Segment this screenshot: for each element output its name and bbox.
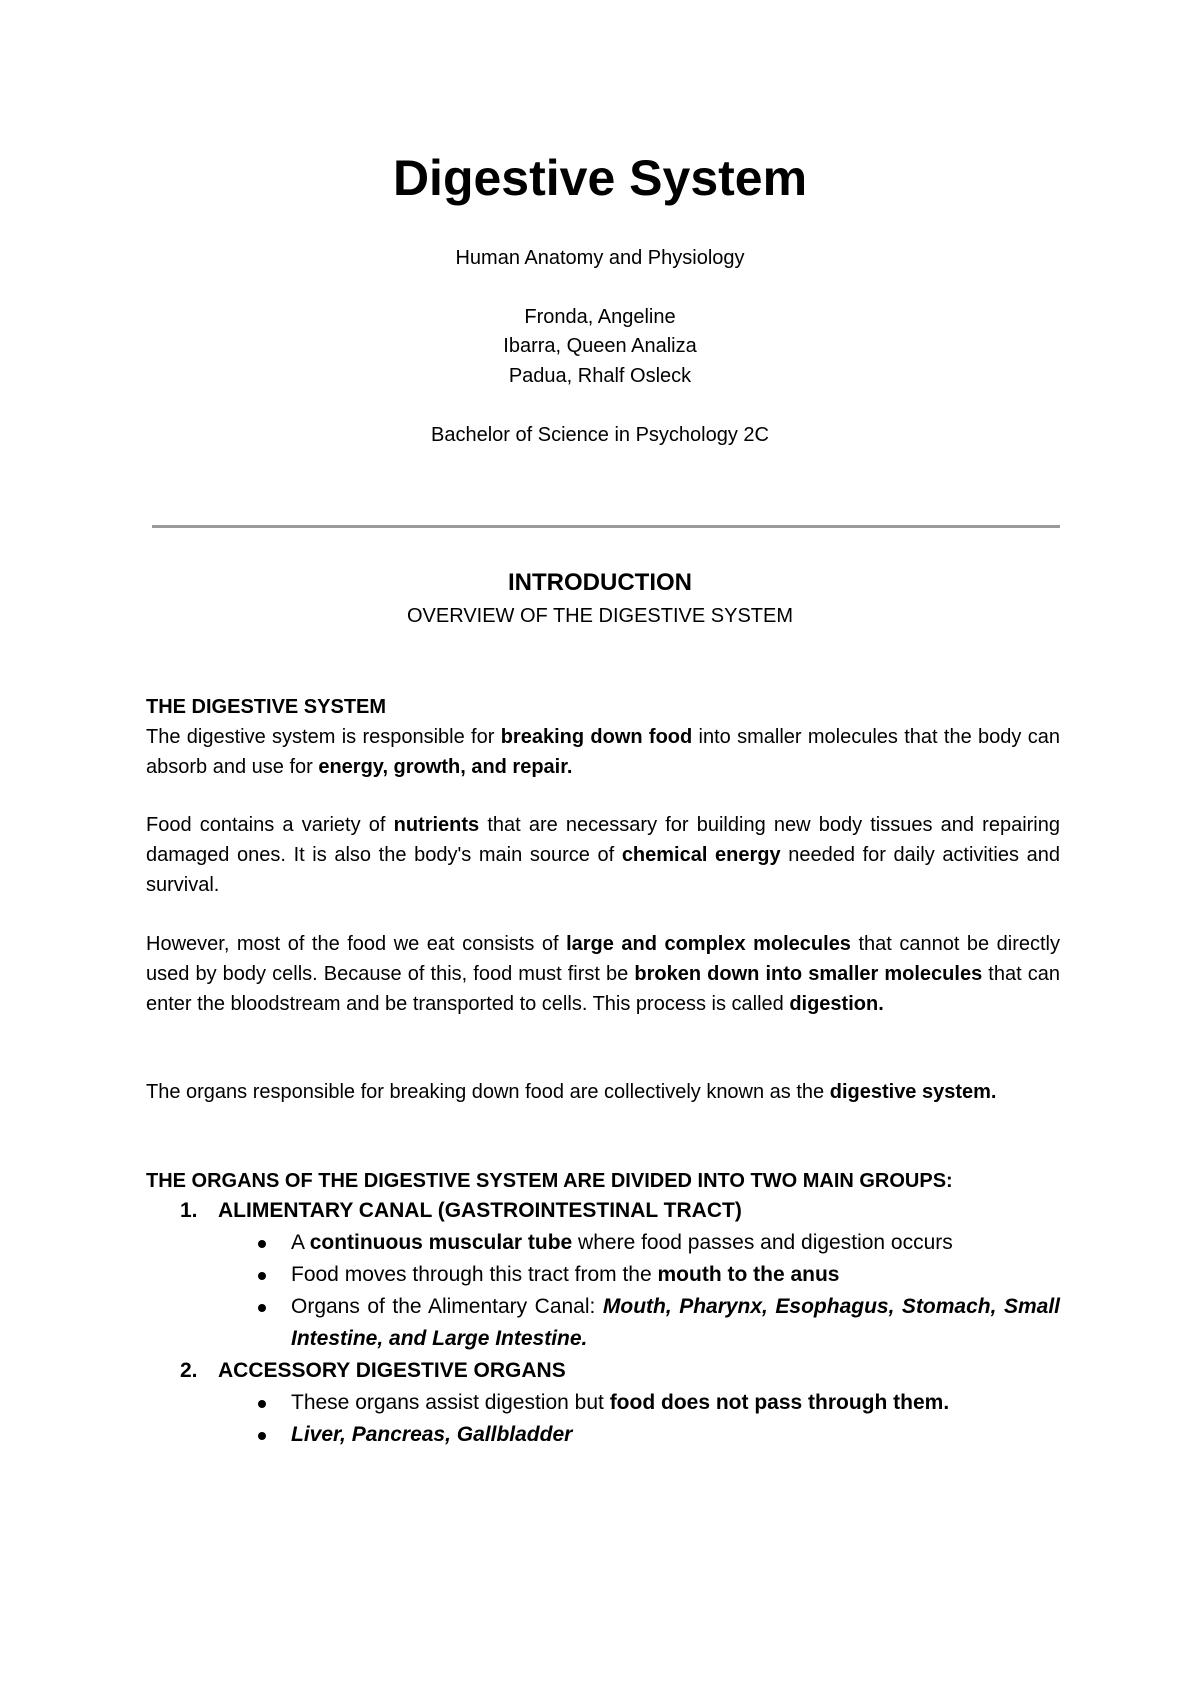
bullet-icon bbox=[258, 1304, 266, 1312]
list-number: 2. bbox=[180, 1359, 198, 1382]
course-name: Human Anatomy and Physiology bbox=[455, 247, 745, 269]
paragraph bbox=[146, 1077, 1060, 1107]
bullet-icon bbox=[258, 1272, 266, 1280]
text: that can enter the bloodstream and be transported to cells. This process is called bbox=[146, 963, 1060, 1015]
text: Food contains a variety of bbox=[146, 814, 394, 836]
text: However, most of the food we eat consists of bbox=[146, 933, 567, 955]
organ-groups-list bbox=[146, 1195, 1060, 1451]
bullet-item bbox=[146, 1419, 1060, 1451]
bullet-item bbox=[146, 1259, 1060, 1291]
intro-heading: INTRODUCTION bbox=[508, 569, 692, 596]
text: The digestive system is responsible for bbox=[146, 726, 501, 748]
list-item bbox=[146, 1195, 1060, 1227]
author-name: Ibarra, Queen Analiza bbox=[503, 335, 697, 357]
list-number: 1. bbox=[180, 1199, 198, 1222]
list-item bbox=[146, 1355, 1060, 1387]
paragraph bbox=[146, 810, 1060, 900]
bullet-item bbox=[146, 1291, 1060, 1355]
bold-text: digestion. bbox=[789, 993, 884, 1015]
document-title: Digestive System bbox=[392, 150, 808, 206]
bold-italic-text: Liver, Pancreas, Gallbladder bbox=[291, 1423, 573, 1446]
groups-heading: THE ORGANS OF THE DIGESTIVE SYSTEM ARE DIVIDED INTO TWO MAIN GROUPS: bbox=[146, 1170, 953, 1192]
bullet-icon bbox=[258, 1432, 266, 1440]
bullet-item bbox=[146, 1227, 1060, 1259]
text: where food passes and digestion occurs bbox=[572, 1231, 953, 1254]
text: that cannot be directly used by body cells. Because of this, food must first be bbox=[146, 933, 1061, 985]
text: The organs responsible for breaking down food are collectively known as the bbox=[146, 1081, 830, 1103]
bold-text: mouth to the anus bbox=[657, 1263, 840, 1286]
text: Food moves through this tract from the bbox=[291, 1263, 658, 1286]
group-title: ALIMENTARY CANAL (GASTROINTESTINAL TRACT) bbox=[218, 1199, 742, 1222]
bold-italic-text: Mouth, Pharynx, Esophagus, Stomach, Small Intestine, and Large Intestine. bbox=[291, 1295, 1060, 1350]
paragraph bbox=[146, 722, 1060, 782]
bold-text: breaking down food bbox=[500, 726, 693, 748]
group-title: ACCESSORY DIGESTIVE ORGANS bbox=[218, 1359, 566, 1382]
text: These organs assist digestion but bbox=[291, 1391, 610, 1414]
horizontal-divider bbox=[152, 525, 1060, 528]
text: Organs of the Alimentary Canal: bbox=[291, 1295, 603, 1318]
author-name: Fronda, Angeline bbox=[524, 306, 676, 328]
bullet-icon bbox=[258, 1240, 266, 1248]
bullet-list bbox=[146, 1387, 1060, 1451]
text: A bbox=[291, 1231, 310, 1254]
bold-text: large and complex molecules bbox=[566, 933, 851, 955]
bold-text: nutrients bbox=[393, 814, 480, 836]
bold-text: continuous muscular tube bbox=[309, 1231, 573, 1254]
author-name: Padua, Rhalf Osleck bbox=[508, 365, 692, 387]
text: needed for daily activities and survival. bbox=[146, 844, 1060, 896]
program-name: Bachelor of Science in Psychology 2C bbox=[431, 424, 769, 446]
section-heading: THE DIGESTIVE SYSTEM bbox=[146, 696, 387, 718]
text: into smaller molecules that the body can absorb and use for bbox=[146, 726, 1060, 778]
paragraph bbox=[146, 929, 1060, 1019]
text: that are necessary for building new body tissues and repairing damaged ones. It is also the body's main source of bbox=[146, 814, 1060, 866]
bold-text: food does not pass through them. bbox=[609, 1391, 950, 1414]
bold-text: digestive system. bbox=[829, 1081, 997, 1103]
bold-text: energy, growth, and repair. bbox=[318, 756, 573, 778]
section-block bbox=[146, 692, 1060, 782]
bullet-icon bbox=[258, 1400, 266, 1408]
bold-text: chemical energy bbox=[621, 844, 781, 866]
bullet-list bbox=[146, 1227, 1060, 1355]
bold-text: broken down into smaller molecules bbox=[634, 963, 983, 985]
intro-subheading: OVERVIEW OF THE DIGESTIVE SYSTEM bbox=[407, 605, 793, 627]
bullet-item bbox=[146, 1387, 1060, 1419]
